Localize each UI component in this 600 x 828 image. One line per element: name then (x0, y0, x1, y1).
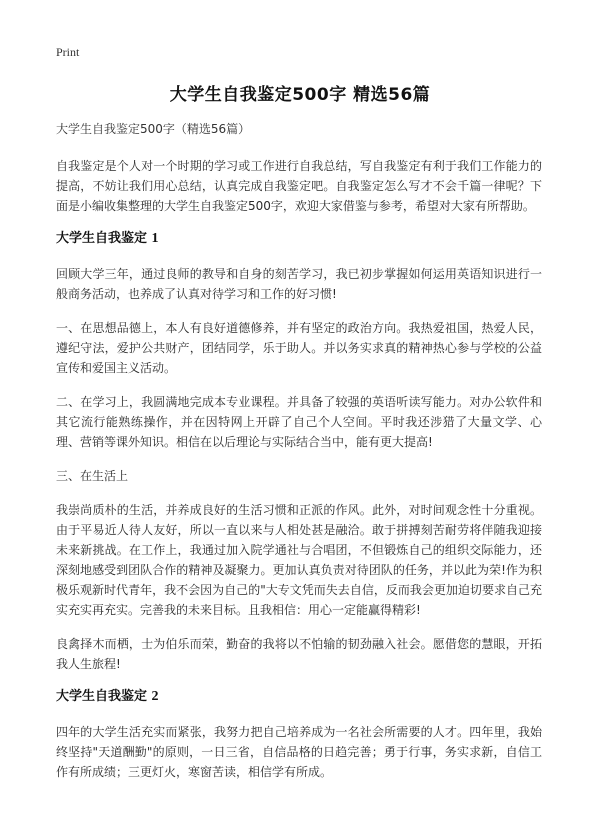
article-subtitle: 大学生自我鉴定500字（精选56篇） (56, 122, 251, 136)
section-1-heading-text: 大学生自我鉴定 (56, 231, 148, 246)
print-link[interactable]: Print (56, 45, 80, 59)
section-1-paragraph-6: 良禽择木而栖，士为伯乐而荣，勤奋的我将以不怕输的韧劲融入社会。愿借您的慧眼，开拓我人生旅程! (56, 637, 542, 671)
section-1-paragraph-5: 我崇尚质朴的生活，并养成良好的生活习惯和正派的作风。此外，对时间观念性十分重视。由于平易近人待人友好，所以一直以来与人相处甚是融洽。敢于拼搏刻苦耐劳将伴随我迎接未来新挑战。在工作上，我通过加入院学通社与合唱团，不但锻炼自己的组织交际能力，还深刻地感受到团队合作的精神及凝聚力。更加认真负责对待团队的任务，并以此为荣!作为积极乐观新时代青年，我不会因为自己的"大专文凭而失去自信，反而我会更加迫切要求自己充实充实再充实。完善我的未来目标。且我相信：用心一定能赢得精彩! (56, 503, 542, 617)
section-1-paragraph-4: 三、在生活上 (56, 469, 129, 483)
intro-paragraph: 自我鉴定是个人对一个时期的学习或工作进行自我总结，写自我鉴定有利于我们工作能力的提高，不妨让我们用心总结，认真完成自我鉴定吧。自我鉴定怎么写才不会千篇一律呢？下面是小编收集整理的大学生自我鉴定500字，欢迎大家借鉴与参考，希望对大家有所帮助。 (56, 159, 542, 213)
section-1-paragraph-2: 一、在思想品德上，本人有良好道德修养，并有坚定的政治方向。我热爱祖国，热爱人民，遵纪守法，爱护公共财产，团结同学，乐于助人。并以务实求真的精神热心参与学校的公益宣传和爱国主义活动。 (56, 321, 542, 375)
section-1-heading (56, 230, 542, 248)
section-2-heading (56, 688, 542, 706)
section-1-paragraph-1: 回顾大学三年，通过良师的教导和自身的刻苦学习，我已初步掌握如何运用英语知识进行一般商务活动，也养成了认真对待学习和工作的好习惯! (56, 267, 542, 301)
section-1-heading-number: 1 (151, 231, 159, 246)
section-2-paragraph-1: 四年的大学生活充实而紧张，我努力把自己培养成为一名社会所需要的人才。四年里，我始终坚持"天道酬勤"的原则，一日三省，自信品格的日趋完善；勇于行事，务实求新，自信工作有所成绩；三更灯火，寒窗苦读，相信学有所成。 (56, 725, 542, 779)
page-title: 大学生自我鉴定500字 精选56篇 (169, 85, 431, 105)
section-1-paragraph-3: 二、在学习上，我圆满地完成本专业课程。并具备了较强的英语听读写能力。对办公软件和其它流行能熟练操作，并在因特网上开辟了自己个人空间。平时我还涉猎了大量文学、心理、营销等课外知识。相信在以后理论与实际结合当中，能有更大提高! (56, 395, 542, 449)
section-2-heading-number: 2 (151, 689, 159, 704)
article-body (56, 120, 542, 796)
section-2-heading-text: 大学生自我鉴定 (56, 689, 148, 704)
